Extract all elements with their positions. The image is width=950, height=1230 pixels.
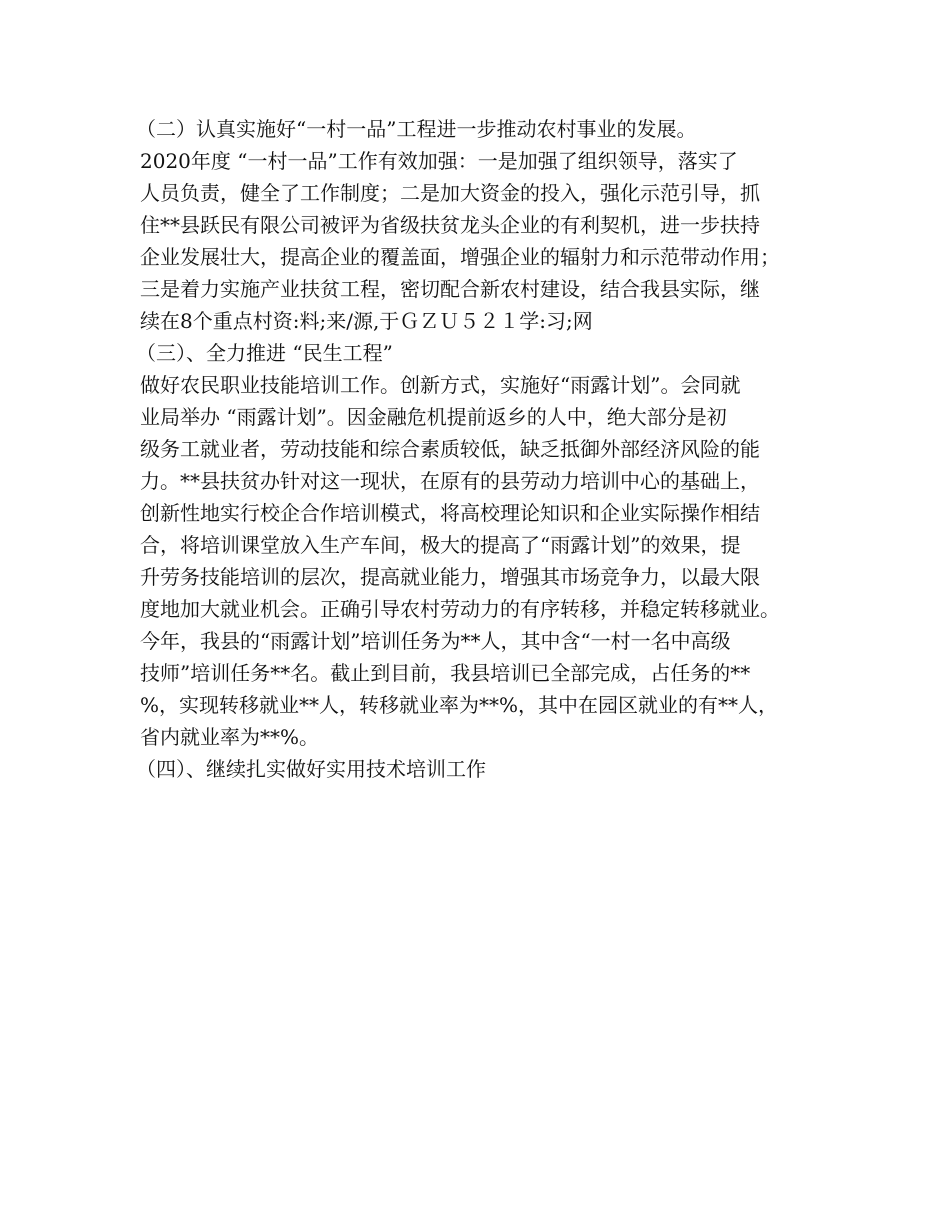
- paragraph-line: 三是着力实施产业扶贫工程，密切配合新农村建设，结合我县实际，继: [140, 277, 760, 301]
- paragraph-line: 2020年度 “一村一品”工作有效加强：一是加强了组织领导，落实了: [140, 149, 738, 173]
- paragraph-line: 企业发展壮大，提高企业的覆盖面，增强企业的辐射力和示范带动作用；: [140, 245, 780, 269]
- paragraph-line: 度地加大就业机会。正确引导农村劳动力的有序转移，并稳定转移就业。: [140, 597, 780, 621]
- paragraph-line: 级务工就业者，劳动技能和综合素质较低，缺乏抵御外部经济风险的能: [140, 437, 760, 461]
- section-heading-3: （三）、全力推进 “民生工程”: [136, 341, 393, 365]
- paragraph-line: 合，将培训课堂放入生产车间，极大的提高了“雨露计划”的效果，提: [140, 533, 741, 557]
- paragraph-line: 升劳务技能培训的层次，提高就业能力，增强其市场竞争力，以最大限: [140, 565, 760, 589]
- paragraph-line: %，实现转移就业**人，转移就业率为**%，其中在园区就业的有**人，: [140, 693, 779, 717]
- section-heading-2: （二）认真实施好“一村一品”工程进一步推动农村事业的发展。: [136, 117, 697, 141]
- paragraph-line: 创新性地实行校企合作培训模式，将高校理论知识和企业实际操作相结: [140, 501, 760, 525]
- paragraph-line: 续在8个重点村资:料;来/源,于ＧＺＵ５２１学:习;网: [140, 309, 593, 333]
- paragraph-line: 做好农民职业技能培训工作。创新方式，实施好“雨露计划”。会同就: [140, 373, 741, 397]
- paragraph-line: 业局举办 “雨露计划”。因金融危机提前返乡的人中，绝大部分是初: [140, 405, 727, 429]
- section-heading-4: （四）、继续扎实做好实用技术培训工作: [136, 757, 486, 781]
- document-body: [136, 113, 820, 785]
- paragraph-line: 住**县跃民有限公司被评为省级扶贫龙头企业的有利契机，进一步扶持: [140, 213, 760, 237]
- paragraph-line: 力。**县扶贫办针对这一现状，在原有的县劳动力培训中心的基础上，: [140, 469, 760, 493]
- paragraph-line: 技师”培训任务**名。截止到目前，我县培训已全部完成，占任务的**: [140, 661, 751, 685]
- paragraph-line: 人员负责，健全了工作制度；二是加大资金的投入，强化示范引导，抓: [140, 181, 760, 205]
- paragraph-line: 省内就业率为**%。: [140, 725, 320, 749]
- paragraph-line: 今年，我县的“雨露计划”培训任务为**人，其中含“一村一名中高级: [140, 629, 731, 653]
